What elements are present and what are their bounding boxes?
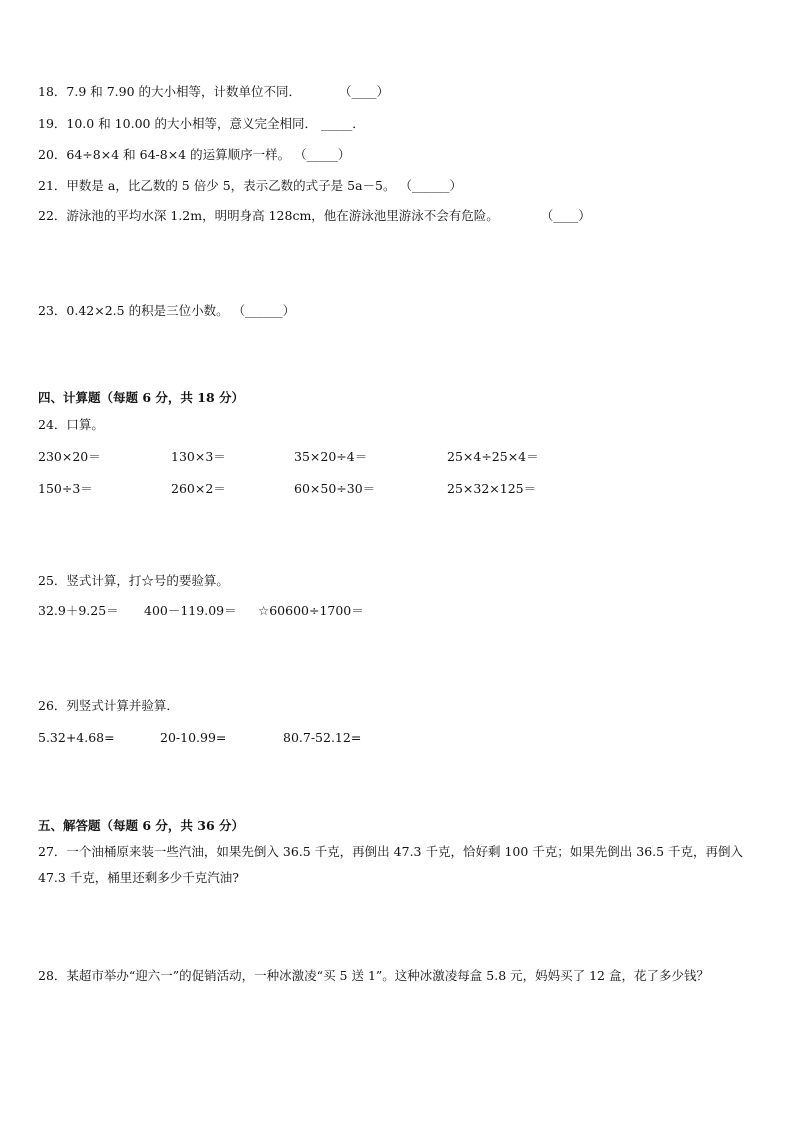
answer-blank: （____） bbox=[540, 208, 591, 223]
answer-blank: （____） bbox=[339, 84, 390, 99]
vertical-calc-item: 5.32+4.68= bbox=[38, 730, 115, 745]
question-22 bbox=[38, 208, 591, 224]
question-20 bbox=[38, 147, 350, 163]
answer-blank: （______） bbox=[232, 303, 296, 318]
question-28: 28．某超市举办“迎六一”的促销活动，一种冰激凌“买 5 送 1”。这种冰激凌每盒 5.8 元，妈妈买了 12 盒，花了多少钱？ bbox=[38, 968, 709, 983]
answer-blank: （______） bbox=[399, 178, 462, 193]
question-text: 22．游泳池的平均水深 1.2m，明明身高 128cm，他在游泳池里游泳不会有危险。 bbox=[38, 208, 499, 223]
question-19 bbox=[38, 116, 365, 132]
question-26-title: 26．列竖式计算并验算． bbox=[38, 698, 179, 713]
mental-math-item: 260×2＝ bbox=[171, 481, 226, 496]
mental-math-item: 150÷3＝ bbox=[38, 481, 93, 496]
vertical-calc-item: 20-10.99= bbox=[160, 730, 227, 745]
question-27: 27．一个油桶原来装一些汽油，如果先倒入 36.5 千克，再倒出 47.3 千克，恰好剩 100 千克；如果先倒出 36.5 千克，再倒入 47.3 千克，桶里还剩多少千克汽油? bbox=[38, 844, 744, 885]
mental-math-item: 25×4÷25×4＝ bbox=[447, 449, 539, 464]
answer-blank: _____． bbox=[320, 116, 365, 131]
answer-blank: （_____） bbox=[294, 147, 351, 162]
mental-math-item: 60×50÷30＝ bbox=[294, 481, 376, 496]
vertical-calc-item: 80.7-52.12= bbox=[283, 730, 362, 745]
question-24-title: 24．口算。 bbox=[38, 417, 104, 432]
mental-math-item: 25×32×125＝ bbox=[447, 481, 537, 496]
question-text: 23．0.42×2.5 的积是三位小数。 bbox=[38, 303, 229, 318]
section-heading-calculation: 四、计算题（每题 6 分，共 18 分） bbox=[38, 390, 245, 405]
vertical-calc-item: ☆60600÷1700＝ bbox=[258, 603, 364, 618]
vertical-calc-item: 32.9＋9.25＝ bbox=[38, 603, 119, 618]
section-heading-word-problems: 五、解答题（每题 6 分，共 36 分） bbox=[38, 818, 245, 833]
question-text: 19．10.0 和 10.00 的大小相等，意义完全相同． bbox=[38, 116, 317, 131]
question-23 bbox=[38, 303, 295, 319]
question-18 bbox=[38, 84, 389, 100]
mental-math-item: 35×20÷4＝ bbox=[294, 449, 368, 464]
question-text: 18．7.9 和 7.90 的大小相等，计数单位不同． bbox=[38, 84, 302, 99]
question-25-title: 25．竖式计算，打☆号的要验算。 bbox=[38, 573, 229, 588]
mental-math-item: 130×3＝ bbox=[171, 449, 226, 464]
question-21 bbox=[38, 178, 462, 194]
mental-math-item: 230×20＝ bbox=[38, 449, 101, 464]
question-text: 21．甲数是 a，比乙数的 5 倍少 5，表示乙数的式子是 5a－5。 bbox=[38, 178, 396, 193]
question-text: 20．64÷8×4 和 64-8×4 的运算顺序一样。 bbox=[38, 147, 291, 162]
vertical-calc-item: 400－119.09＝ bbox=[144, 603, 237, 618]
